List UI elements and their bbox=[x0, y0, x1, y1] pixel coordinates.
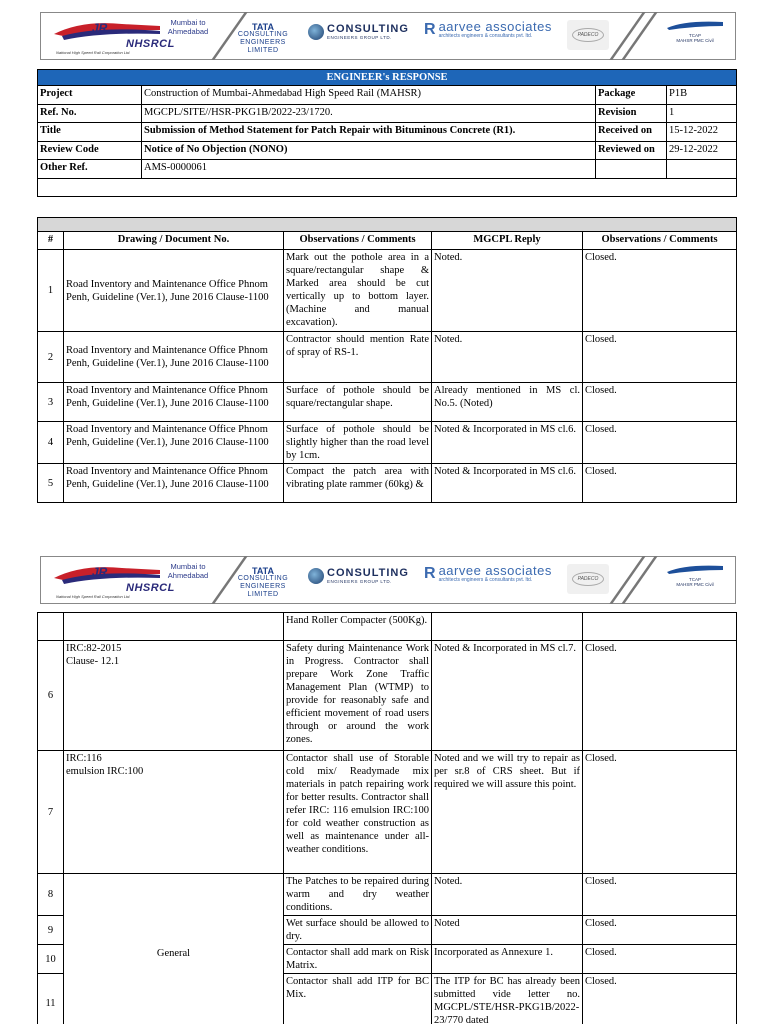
status: Closed. bbox=[583, 751, 737, 874]
svg-text:JR: JR bbox=[92, 21, 108, 35]
aarvee-logo bbox=[424, 20, 552, 39]
status: Closed. bbox=[583, 332, 737, 383]
padeco-text: PADECO bbox=[572, 28, 604, 42]
train-icon bbox=[665, 562, 725, 576]
tcap-logo bbox=[658, 18, 732, 43]
table-row bbox=[38, 123, 737, 142]
engineers-response-table bbox=[37, 69, 737, 197]
response-banner: ENGINEER's RESPONSE bbox=[38, 70, 737, 86]
aarvee-line-1: aarvee associates bbox=[438, 19, 552, 34]
route-label: Mumbai to Ahmedabad bbox=[167, 562, 209, 580]
column-header: Observations / Comments bbox=[583, 232, 737, 250]
aarvee-logo bbox=[424, 564, 552, 583]
table-row bbox=[38, 613, 737, 641]
tcap-line-1: TCAP bbox=[688, 33, 701, 38]
nhsrcl-name: NHSRCL bbox=[126, 38, 175, 50]
column-header: # bbox=[38, 232, 64, 250]
document-ref: Road Inventory and Maintenance Office Phnom Penh, Guideline (Ver.1), June 2016 Clause-1100 bbox=[64, 464, 284, 503]
status: Closed. bbox=[583, 422, 737, 464]
table-row bbox=[38, 751, 737, 874]
consulting-line-2: ENGINEERS GROUP LTD. bbox=[327, 579, 392, 584]
row-number: 6 bbox=[38, 641, 64, 751]
row-number: 10 bbox=[38, 945, 64, 974]
observation: Compact the patch area with vibrating plate rammer (60kg) & bbox=[284, 464, 432, 503]
table-row bbox=[38, 141, 737, 160]
field-value: 29-12-2022 bbox=[667, 141, 737, 160]
field-label: Review Code bbox=[38, 141, 142, 160]
aarvee-line-1: aarvee associates bbox=[438, 563, 552, 578]
observation: Contactor shall add mark on Risk Matrix. bbox=[284, 945, 432, 974]
empty-cell bbox=[667, 160, 737, 179]
observation: Wet surface should be allowed to dry. bbox=[284, 916, 432, 945]
reply: Noted and we will try to repair as per sr.8 of CRS sheet. But if required we will assure this point. bbox=[432, 751, 583, 874]
column-header: MGCPL Reply bbox=[432, 232, 583, 250]
aarvee-mark-icon: R bbox=[424, 564, 436, 582]
table-row bbox=[38, 641, 737, 751]
column-header: Observations / Comments bbox=[284, 232, 432, 250]
tata-consulting-logo bbox=[227, 23, 299, 55]
table-row bbox=[38, 86, 737, 105]
document-ref-general: General bbox=[64, 874, 284, 1024]
reply: Noted. bbox=[432, 332, 583, 383]
reply: Noted. bbox=[432, 250, 583, 332]
document-ref: IRC:116 emulsion IRC:100 bbox=[64, 751, 284, 874]
padeco-logo bbox=[567, 20, 609, 50]
status: Closed. bbox=[583, 464, 737, 503]
observation: Safety during Maintenance Work in Progress. Contractor shall prepare Work Zone Traffic Management Plan (WTMP) to provide for reasonably safe and efficient movement of road users through or around the work zones. bbox=[284, 641, 432, 751]
status: Closed. bbox=[583, 945, 737, 974]
observation: Contractor should mention Rate of spray of RS-1. bbox=[284, 332, 432, 383]
observation: Hand Roller Compacter (500Kg). bbox=[284, 613, 432, 641]
letterhead-band bbox=[40, 12, 736, 60]
tata-line-2: CONSULTING bbox=[237, 31, 289, 38]
consulting-engineers-logo bbox=[308, 24, 409, 40]
status: Closed. bbox=[583, 641, 737, 751]
document-ref: Road Inventory and Maintenance Office Phnom Penh, Guideline (Ver.1), June 2016 Clause-1100 bbox=[64, 250, 284, 332]
status: Closed. bbox=[583, 874, 737, 916]
field-value: Notice of No Objection (NONO) bbox=[142, 141, 596, 160]
reply: Noted. bbox=[432, 874, 583, 916]
observation: The Patches to be repaired during warm and dry weather conditions. bbox=[284, 874, 432, 916]
tata-line-1: TATA bbox=[252, 22, 274, 32]
table-row bbox=[38, 422, 737, 464]
field-label: Project bbox=[38, 86, 142, 105]
document-ref: Road Inventory and Maintenance Office Phnom Penh, Guideline (Ver.1), June 2016 Clause-1100 bbox=[64, 383, 284, 422]
consulting-line-1: CONSULTING bbox=[327, 23, 409, 35]
grey-band bbox=[38, 218, 737, 232]
field-label: Received on bbox=[596, 123, 667, 142]
reply: Noted & Incorporated in MS cl.6. bbox=[432, 422, 583, 464]
table-row bbox=[38, 874, 737, 916]
observation: Surface of pothole should be slightly higher than the road level by 1cm. bbox=[284, 422, 432, 464]
field-value: 15-12-2022 bbox=[667, 123, 737, 142]
table-row bbox=[38, 178, 737, 196]
observation: Contactor shall use of Storable cold mix/ Readymade mix materials in patch repairing work for better results. Contractor shall refer IRC: 116 emulsion IRC:100 for cold weather construction as well as maintenance under all-weather conditions. bbox=[284, 751, 432, 874]
tcap-line-2: MAHSR PMC Civil bbox=[676, 582, 714, 587]
status: Closed. bbox=[583, 383, 737, 422]
field-value: Construction of Mumbai-Ahmedabad High Speed Rail (MAHSR) bbox=[142, 86, 596, 105]
letterhead-band bbox=[40, 556, 736, 604]
row-number: 3 bbox=[38, 383, 64, 422]
response-banner-row bbox=[38, 70, 737, 86]
empty-cell bbox=[38, 613, 64, 641]
empty-cell bbox=[64, 613, 284, 641]
table-row bbox=[38, 160, 737, 179]
tcap-line-1: TCAP bbox=[688, 577, 701, 582]
field-value: Submission of Method Statement for Patch Repair with Bituminous Concrete (R1). bbox=[142, 123, 596, 142]
consulting-line-2: ENGINEERS GROUP LTD. bbox=[327, 35, 392, 40]
aarvee-line-2: architects engineers & consultants pvt. ltd. bbox=[438, 577, 533, 583]
consulting-line-1: CONSULTING bbox=[327, 567, 409, 579]
empty-cell bbox=[38, 178, 737, 196]
aarvee-line-2: architects engineers & consultants pvt. ltd. bbox=[438, 33, 533, 39]
observation: Surface of pothole should be square/rectangular shape. bbox=[284, 383, 432, 422]
row-number: 9 bbox=[38, 916, 64, 945]
column-header-row bbox=[38, 232, 737, 250]
reply: Incorporated as Annexure 1. bbox=[432, 945, 583, 974]
row-number: 5 bbox=[38, 464, 64, 503]
reply: Noted & Incorporated in MS cl.6. bbox=[432, 464, 583, 503]
field-label: Package bbox=[596, 86, 667, 105]
field-label: Title bbox=[38, 123, 142, 142]
field-label: Ref. No. bbox=[38, 104, 142, 123]
svg-text:JR: JR bbox=[92, 565, 108, 579]
padeco-text: PADECO bbox=[572, 572, 604, 586]
globe-icon bbox=[308, 24, 324, 40]
reply: Noted & Incorporated in MS cl.7. bbox=[432, 641, 583, 751]
row-number: 1 bbox=[38, 250, 64, 332]
table-row bbox=[38, 464, 737, 503]
field-label: Revision bbox=[596, 104, 667, 123]
tata-line-1: TATA bbox=[252, 566, 274, 576]
tcap-line-2: MAHSR PMC Civil bbox=[676, 38, 714, 43]
observations-table bbox=[37, 217, 737, 503]
table-row bbox=[38, 250, 737, 332]
row-number: 4 bbox=[38, 422, 64, 464]
tata-line-2: CONSULTING bbox=[237, 575, 289, 582]
column-header: Drawing / Document No. bbox=[64, 232, 284, 250]
status: Closed. bbox=[583, 974, 737, 1024]
field-value: P1B bbox=[667, 86, 737, 105]
field-value: AMS-0000061 bbox=[142, 160, 596, 179]
tata-line-3: ENGINEERS LIMITED bbox=[240, 39, 286, 54]
table-row bbox=[38, 104, 737, 123]
row-number: 11 bbox=[38, 974, 64, 1024]
tata-line-3: ENGINEERS LIMITED bbox=[240, 583, 286, 598]
empty-cell bbox=[596, 160, 667, 179]
empty-cell bbox=[432, 613, 583, 641]
tata-consulting-logo bbox=[227, 567, 299, 599]
row-number: 2 bbox=[38, 332, 64, 383]
document-ref: IRC:82-2015 Clause- 12.1 bbox=[64, 641, 284, 751]
status: Closed. bbox=[583, 916, 737, 945]
reply: Already mentioned in MS cl. No.5. (Noted) bbox=[432, 383, 583, 422]
observation: Mark out the pothole area in a square/rectangular shape & Marked area should be cut vertically up to bottom layer. (Machine and manual excavation). bbox=[284, 250, 432, 332]
nhsrcl-subtitle: National High Speed Rail Corporation Ltd. bbox=[56, 50, 131, 55]
consulting-engineers-logo bbox=[308, 568, 409, 584]
globe-icon bbox=[308, 568, 324, 584]
field-label: Reviewed on bbox=[596, 141, 667, 160]
row-number: 7 bbox=[38, 751, 64, 874]
train-icon bbox=[665, 18, 725, 32]
reply: Noted bbox=[432, 916, 583, 945]
document-ref: Road Inventory and Maintenance Office Phnom Penh, Guideline (Ver.1), June 2016 Clause-1100 bbox=[64, 422, 284, 464]
field-value: 1 bbox=[667, 104, 737, 123]
aarvee-mark-icon: R bbox=[424, 20, 436, 38]
field-value: MGCPL/SITE//HSR-PKG1B/2022-23/1720. bbox=[142, 104, 596, 123]
nhsrcl-subtitle: National High Speed Rail Corporation Ltd. bbox=[56, 594, 131, 599]
table-row bbox=[38, 332, 737, 383]
row-number: 8 bbox=[38, 874, 64, 916]
route-label: Mumbai to Ahmedabad bbox=[167, 18, 209, 36]
field-label: Other Ref. bbox=[38, 160, 142, 179]
grey-header-row bbox=[38, 218, 737, 232]
table-row bbox=[38, 383, 737, 422]
nhsrcl-name: NHSRCL bbox=[126, 582, 175, 594]
padeco-logo bbox=[567, 564, 609, 594]
reply: The ITP for BC has already been submitted vide letter no. MGCPL/STE/HSR-PKG1B/2022-23/770 dated bbox=[432, 974, 583, 1024]
status: Closed. bbox=[583, 250, 737, 332]
observations-table-continued bbox=[37, 612, 737, 1024]
observation: Contactor shall add ITP for BC Mix. bbox=[284, 974, 432, 1024]
document-ref: Road Inventory and Maintenance Office Phnom Penh, Guideline (Ver.1), June 2016 Clause-1100 bbox=[64, 332, 284, 383]
empty-cell bbox=[583, 613, 737, 641]
tcap-logo bbox=[658, 562, 732, 587]
